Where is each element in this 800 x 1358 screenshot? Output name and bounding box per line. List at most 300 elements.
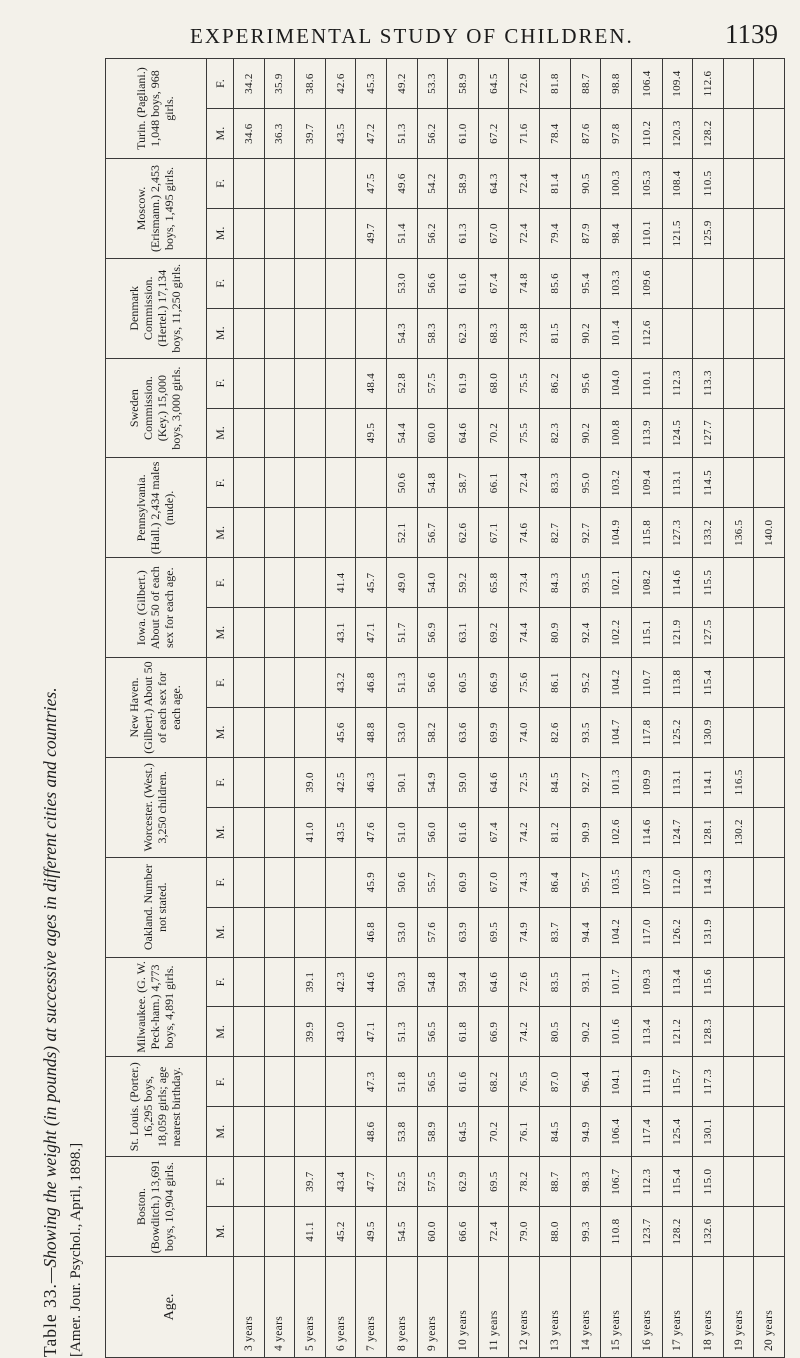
weight-cell: 62.6: [448, 508, 479, 558]
weight-cell: 83.3: [540, 458, 571, 508]
weight-cell: 78.2: [509, 1157, 540, 1207]
site-column-header: Moscow. (Erismann.) 2,453 boys, 1,495 girls.: [106, 159, 207, 259]
weight-cell: 45.2: [325, 1207, 356, 1257]
weight-cell: 115.1: [631, 608, 662, 658]
weight-cell: 53.0: [387, 907, 418, 957]
weight-cell: 93.5: [570, 708, 601, 758]
weight-cell: [295, 1057, 326, 1107]
weight-cell: [754, 208, 785, 258]
weight-cell: 45.3: [356, 59, 387, 109]
weight-cell: 115.0: [693, 1157, 724, 1207]
weight-cell: [325, 258, 356, 308]
weight-cell: [754, 308, 785, 358]
weight-cell: 82.6: [540, 708, 571, 758]
weight-cell: 66.9: [478, 658, 509, 708]
weight-cell: [723, 1107, 754, 1157]
weight-cell: 56.9: [417, 608, 448, 658]
weight-cell: 94.9: [570, 1107, 601, 1157]
weight-cell: 61.6: [448, 807, 479, 857]
weight-cell: 95.4: [570, 258, 601, 308]
weight-cell: [295, 558, 326, 608]
weight-cell: [356, 308, 387, 358]
weight-cell: 110.5: [693, 159, 724, 209]
page-number: 1139: [725, 19, 778, 49]
weight-cell: 39.7: [295, 1157, 326, 1207]
weight-cell: [754, 458, 785, 508]
weight-cell: [754, 358, 785, 408]
weight-cell: 64.6: [478, 957, 509, 1007]
site-column-header: New Haven. (Gilbert.) About 50 of each sex for each age.: [106, 658, 207, 758]
weight-cell: 54.2: [417, 159, 448, 209]
weight-cell: [264, 757, 295, 807]
weight-cell: [723, 458, 754, 508]
weight-cell: 112.0: [662, 857, 693, 907]
weight-cell: 83.5: [540, 957, 571, 1007]
weight-cell: 58.7: [448, 458, 479, 508]
table-row: [723, 59, 754, 1358]
weight-cell: 43.5: [325, 109, 356, 159]
weight-cell: 121.5: [662, 208, 693, 258]
table-row: [264, 59, 295, 1358]
weight-cell: 113.8: [662, 658, 693, 708]
weight-cell: 110.1: [631, 358, 662, 408]
weight-cell: [234, 458, 265, 508]
weight-cell: 56.0: [417, 807, 448, 857]
weight-cell: 64.3: [478, 159, 509, 209]
weight-cell: [264, 708, 295, 758]
weight-cell: 39.0: [295, 757, 326, 807]
weight-cell: 43.5: [325, 807, 356, 857]
weight-cell: 51.7: [387, 608, 418, 658]
weight-cell: [295, 258, 326, 308]
weight-cell: 52.1: [387, 508, 418, 558]
weight-cell: 50.1: [387, 757, 418, 807]
weight-cell: 75.5: [509, 408, 540, 458]
weight-cell: 43.2: [325, 658, 356, 708]
weight-cell: 105.3: [631, 159, 662, 209]
weight-cell: 39.1: [295, 957, 326, 1007]
weight-cell: 104.0: [601, 358, 632, 408]
weight-cell: 125.2: [662, 708, 693, 758]
weight-cell: [234, 1107, 265, 1157]
weight-cell: [295, 907, 326, 957]
weight-cell: [723, 1057, 754, 1107]
weight-cell: 49.5: [356, 408, 387, 458]
weight-cell: 59.4: [448, 957, 479, 1007]
weight-cell: [723, 1007, 754, 1057]
age-cell: 13 years: [540, 1257, 571, 1358]
weight-cell: 41.4: [325, 558, 356, 608]
table-label: Table 33.: [40, 1283, 60, 1357]
weight-cell: 81.8: [540, 59, 571, 109]
weight-cell: 74.8: [509, 258, 540, 308]
weight-cell: [723, 907, 754, 957]
weight-cell: 90.9: [570, 807, 601, 857]
weight-cell: [325, 358, 356, 408]
weight-cell: 72.4: [509, 208, 540, 258]
weight-cell: 115.8: [631, 508, 662, 558]
weight-cell: 45.6: [325, 708, 356, 758]
weight-cell: 63.9: [448, 907, 479, 957]
age-cell: 18 years: [693, 1257, 724, 1358]
weight-cell: 81.4: [540, 159, 571, 209]
weight-cell: 101.3: [601, 757, 632, 807]
weight-cell: 59.2: [448, 558, 479, 608]
weight-cell: [295, 508, 326, 558]
weight-cell: 47.2: [356, 109, 387, 159]
weight-cell: [264, 258, 295, 308]
weight-cell: [754, 1207, 785, 1257]
weight-cell: [295, 159, 326, 209]
weight-cell: 68.0: [478, 358, 509, 408]
weight-cell: [264, 907, 295, 957]
weight-cell: 110.8: [601, 1207, 632, 1257]
weight-cell: [295, 408, 326, 458]
weight-cell: 85.6: [540, 258, 571, 308]
weight-cell: 88.0: [540, 1207, 571, 1257]
weight-cell: 94.4: [570, 907, 601, 957]
weight-cell: 110.7: [631, 658, 662, 708]
weight-cell: 125.9: [693, 208, 724, 258]
weight-cell: 113.4: [631, 1007, 662, 1057]
weight-cell: 61.0: [448, 109, 479, 159]
table-row: [295, 59, 326, 1358]
weight-cell: 95.2: [570, 658, 601, 708]
weight-cell: 96.4: [570, 1057, 601, 1107]
weight-cell: 68.3: [478, 308, 509, 358]
weight-cell: 87.9: [570, 208, 601, 258]
weight-cell: 113.3: [693, 358, 724, 408]
weight-cell: [295, 308, 326, 358]
weight-cell: [754, 408, 785, 458]
weight-cell: 64.6: [448, 408, 479, 458]
site-column-header: Oakland. Number not stated.: [106, 857, 207, 957]
weight-cell: [234, 358, 265, 408]
sex-column-header: F.: [207, 957, 234, 1007]
weight-cell: 84.3: [540, 558, 571, 608]
weight-cell: [295, 208, 326, 258]
weight-cell: 42.3: [325, 957, 356, 1007]
table-row: [325, 59, 356, 1358]
table-row: [662, 59, 693, 1358]
weight-cell: 75.5: [509, 358, 540, 408]
table-row: [478, 59, 509, 1358]
weight-cell: 90.2: [570, 1007, 601, 1057]
age-cell: 9 years: [417, 1257, 448, 1358]
weight-cell: 53.0: [387, 258, 418, 308]
weight-cell: 61.9: [448, 358, 479, 408]
weight-cell: [723, 59, 754, 109]
weight-cell: 88.7: [570, 59, 601, 109]
weight-cell: 140.0: [754, 508, 785, 558]
weight-cell: [754, 109, 785, 159]
weight-cell: 50.6: [387, 857, 418, 907]
weight-table: [105, 58, 785, 1358]
weight-cell: 69.5: [478, 1157, 509, 1207]
table-row: [570, 59, 601, 1358]
weight-cell: 72.5: [509, 757, 540, 807]
weight-cell: 50.3: [387, 957, 418, 1007]
weight-cell: 61.8: [448, 1007, 479, 1057]
weight-cell: 113.1: [662, 757, 693, 807]
weight-cell: 74.9: [509, 907, 540, 957]
weight-cell: [264, 408, 295, 458]
sex-column-header: M.: [207, 708, 234, 758]
weight-cell: [234, 907, 265, 957]
weight-cell: 121.2: [662, 1007, 693, 1057]
weight-cell: 73.4: [509, 558, 540, 608]
weight-cell: [234, 159, 265, 209]
weight-cell: 121.9: [662, 608, 693, 658]
weight-cell: 123.7: [631, 1207, 662, 1257]
weight-cell: 102.1: [601, 558, 632, 608]
age-cell: 6 years: [325, 1257, 356, 1358]
weight-cell: 49.7: [356, 208, 387, 258]
site-column-header: Worcester. (West.) 3,250 children.: [106, 757, 207, 857]
sex-column-header: M.: [207, 1207, 234, 1257]
weight-cell: 60.0: [417, 1207, 448, 1257]
weight-cell: 86.4: [540, 857, 571, 907]
weight-cell: 47.6: [356, 807, 387, 857]
weight-cell: 109.6: [631, 258, 662, 308]
weight-cell: 109.3: [631, 957, 662, 1007]
weight-cell: 87.0: [540, 1057, 571, 1107]
weight-cell: 69.5: [478, 907, 509, 957]
weight-cell: 78.4: [540, 109, 571, 159]
weight-cell: 56.2: [417, 109, 448, 159]
sex-column-header: M.: [207, 109, 234, 159]
weight-cell: 51.3: [387, 109, 418, 159]
weight-cell: 34.2: [234, 59, 265, 109]
weight-cell: 51.8: [387, 1057, 418, 1107]
weight-cell: 103.3: [601, 258, 632, 308]
weight-cell: 65.8: [478, 558, 509, 608]
table-row: [540, 59, 571, 1358]
weight-cell: 98.3: [570, 1157, 601, 1207]
weight-cell: 90.2: [570, 308, 601, 358]
weight-cell: 79.0: [509, 1207, 540, 1257]
weight-cell: 83.7: [540, 907, 571, 957]
weight-cell: 61.6: [448, 258, 479, 308]
table-source: [Amer. Jour. Psychol., April, 1898.]: [68, 1142, 84, 1357]
weight-cell: 101.4: [601, 308, 632, 358]
weight-cell: 92.4: [570, 608, 601, 658]
weight-cell: [723, 857, 754, 907]
age-cell: 10 years: [448, 1257, 479, 1358]
sex-column-header: F.: [207, 458, 234, 508]
weight-cell: [723, 258, 754, 308]
weight-cell: 54.5: [387, 1207, 418, 1257]
weight-cell: 128.2: [662, 1207, 693, 1257]
weight-cell: 54.8: [417, 957, 448, 1007]
weight-cell: 114.3: [693, 857, 724, 907]
table-row: [631, 59, 662, 1358]
age-cell: 15 years: [601, 1257, 632, 1358]
weight-cell: 60.9: [448, 857, 479, 907]
weight-cell: 62.9: [448, 1157, 479, 1207]
weight-cell: 47.5: [356, 159, 387, 209]
age-cell: 19 years: [723, 1257, 754, 1358]
weight-cell: 46.8: [356, 907, 387, 957]
weight-cell: 66.9: [478, 1007, 509, 1057]
age-cell: 7 years: [356, 1257, 387, 1358]
weight-cell: 47.1: [356, 608, 387, 658]
weight-cell: 44.6: [356, 957, 387, 1007]
weight-cell: [234, 508, 265, 558]
weight-cell: 82.3: [540, 408, 571, 458]
weight-cell: 115.7: [662, 1057, 693, 1107]
site-column-header: Pennsylvania. (Hall.) 2,434 males (nude).: [106, 458, 207, 558]
weight-cell: 41.0: [295, 807, 326, 857]
sex-column-header: M.: [207, 1007, 234, 1057]
table-row: [754, 59, 785, 1358]
weight-cell: 36.3: [264, 109, 295, 159]
weight-cell: 114.5: [693, 458, 724, 508]
weight-cell: 80.9: [540, 608, 571, 658]
weight-cell: 86.2: [540, 358, 571, 408]
weight-cell: 115.4: [662, 1157, 693, 1207]
weight-cell: 86.1: [540, 658, 571, 708]
age-cell: 8 years: [387, 1257, 418, 1358]
weight-cell: 57.6: [417, 907, 448, 957]
weight-cell: [264, 957, 295, 1007]
weight-cell: 112.6: [631, 308, 662, 358]
weight-cell: [754, 907, 785, 957]
weight-cell: [723, 957, 754, 1007]
weight-cell: [264, 658, 295, 708]
weight-cell: 53.0: [387, 708, 418, 758]
weight-cell: 46.8: [356, 658, 387, 708]
weight-cell: [754, 757, 785, 807]
weight-cell: 61.6: [448, 1057, 479, 1107]
weight-cell: 99.3: [570, 1207, 601, 1257]
weight-cell: 56.2: [417, 208, 448, 258]
weight-cell: 54.8: [417, 458, 448, 508]
weight-cell: 63.1: [448, 608, 479, 658]
weight-cell: 136.5: [723, 508, 754, 558]
weight-cell: 51.0: [387, 807, 418, 857]
weight-cell: [754, 558, 785, 608]
weight-cell: [234, 1007, 265, 1057]
weight-cell: [325, 458, 356, 508]
age-cell: 4 years: [264, 1257, 295, 1358]
weight-cell: 60.5: [448, 658, 479, 708]
weight-cell: 128.3: [693, 1007, 724, 1057]
weight-cell: [723, 208, 754, 258]
weight-cell: 125.4: [662, 1107, 693, 1157]
weight-cell: [754, 1057, 785, 1107]
weight-cell: 97.8: [601, 109, 632, 159]
weight-cell: 104.7: [601, 708, 632, 758]
weight-cell: 74.2: [509, 1007, 540, 1057]
weight-cell: 59.0: [448, 757, 479, 807]
weight-cell: 53.3: [417, 59, 448, 109]
table-row: [234, 59, 265, 1358]
weight-cell: 132.6: [693, 1207, 724, 1257]
weight-cell: [264, 208, 295, 258]
weight-cell: [234, 757, 265, 807]
weight-cell: [754, 59, 785, 109]
weight-cell: 43.0: [325, 1007, 356, 1057]
weight-cell: 82.7: [540, 508, 571, 558]
table-row: [387, 59, 418, 1358]
weight-cell: 72.4: [509, 458, 540, 508]
age-cell: 5 years: [295, 1257, 326, 1358]
weight-cell: 48.8: [356, 708, 387, 758]
weight-cell: 67.1: [478, 508, 509, 558]
weight-cell: 110.2: [631, 109, 662, 159]
weight-cell: 49.0: [387, 558, 418, 608]
weight-cell: [234, 658, 265, 708]
weight-cell: [754, 658, 785, 708]
site-column-header: Turin. (Pagliani.) 1,048 boys, 968 girls.: [106, 59, 207, 159]
weight-cell: 74.4: [509, 608, 540, 658]
weight-cell: 61.3: [448, 208, 479, 258]
weight-cell: 90.5: [570, 159, 601, 209]
sex-column-header: M.: [207, 208, 234, 258]
weight-cell: 74.2: [509, 807, 540, 857]
weight-cell: 92.7: [570, 508, 601, 558]
weight-cell: [264, 508, 295, 558]
weight-cell: 103.5: [601, 857, 632, 907]
weight-cell: [234, 1157, 265, 1207]
table-caption-text: —Showing the weight (in pounds) at successive ages in different cities and countries.: [40, 687, 60, 1284]
weight-cell: 58.9: [448, 159, 479, 209]
weight-cell: [754, 957, 785, 1007]
table-row: [417, 59, 448, 1358]
weight-cell: [264, 308, 295, 358]
age-cell: 12 years: [509, 1257, 540, 1358]
site-column-header: Denmark Commission. (Hertel.) 17,134 boys, 11,250 girls.: [106, 258, 207, 358]
weight-cell: 42.5: [325, 757, 356, 807]
weight-cell: 101.6: [601, 1007, 632, 1057]
weight-cell: [723, 358, 754, 408]
weight-cell: 115.5: [693, 558, 724, 608]
weight-cell: [723, 159, 754, 209]
weight-cell: 48.4: [356, 358, 387, 408]
weight-cell: 60.0: [417, 408, 448, 458]
weight-cell: 47.1: [356, 1007, 387, 1057]
weight-cell: [264, 1057, 295, 1107]
weight-cell: [234, 807, 265, 857]
weight-cell: [234, 708, 265, 758]
weight-cell: [693, 308, 724, 358]
weight-cell: [234, 208, 265, 258]
weight-cell: [264, 807, 295, 857]
weight-cell: 72.6: [509, 59, 540, 109]
weight-cell: 63.6: [448, 708, 479, 758]
weight-cell: 46.3: [356, 757, 387, 807]
table-caption: [40, 687, 61, 1357]
weight-cell: 93.5: [570, 558, 601, 608]
weight-cell: 54.4: [387, 408, 418, 458]
weight-cell: 79.4: [540, 208, 571, 258]
age-cell: 11 years: [478, 1257, 509, 1358]
weight-cell: 45.9: [356, 857, 387, 907]
weight-cell: 109.4: [631, 458, 662, 508]
weight-cell: 57.5: [417, 1157, 448, 1207]
weight-cell: 67.4: [478, 258, 509, 308]
weight-cell: 103.2: [601, 458, 632, 508]
weight-cell: 124.7: [662, 807, 693, 857]
weight-cell: 69.2: [478, 608, 509, 658]
weight-cell: 51.4: [387, 208, 418, 258]
weight-cell: 39.7: [295, 109, 326, 159]
weight-cell: 114.1: [693, 757, 724, 807]
weight-cell: [723, 658, 754, 708]
weight-cell: [325, 208, 356, 258]
weight-cell: 112.6: [693, 59, 724, 109]
